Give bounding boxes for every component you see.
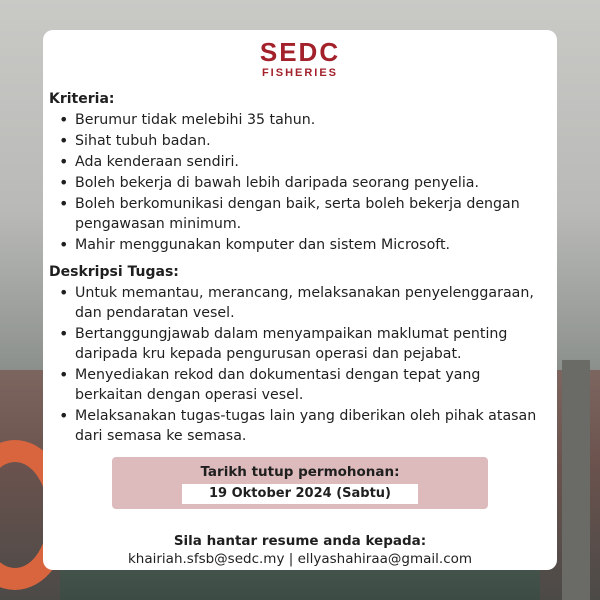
deskripsi-item: • Melaksanakan tugas-tugas lain yang diberikan oleh pihak atasan dari semasa ke semasa. xyxy=(49,406,539,446)
logo-main-text: SEDC xyxy=(259,37,341,67)
kriteria-item: • Mahir menggunakan komputer dan sistem Microsoft. xyxy=(49,235,539,255)
kriteria-title: Kriteria: xyxy=(49,91,115,107)
kriteria-item: • Boleh berkomunikasi dengan baik, serta boleh bekerja dengan pengawasan minimum. xyxy=(49,194,539,234)
closing-title: Tarikh tutup permohonan: xyxy=(200,464,400,480)
deskripsi-item: • Untuk memantau, merancang, melaksanakan penyelenggaraan, dan pendaratan vesel. xyxy=(49,283,539,323)
kriteria-item: • Boleh bekerja di bawah lebih daripada seorang penyelia. xyxy=(49,173,539,193)
contact-title: Sila hantar resume anda kepada: xyxy=(173,533,427,549)
kriteria-list xyxy=(49,110,539,255)
job-card xyxy=(43,30,557,570)
logo-sub-text: FISHERIES xyxy=(261,67,339,79)
contact-emails: khairiah.sfsb@sedc.my | ellyashahiraa@gmail.com xyxy=(127,551,473,567)
deskripsi-item: • Menyediakan rekod dan dokumentasi dengan tepat yang berkaitan dengan operasi vesel. xyxy=(49,365,539,405)
background-mast xyxy=(562,360,590,600)
deskripsi-title: Deskripsi Tugas: xyxy=(49,264,179,280)
kriteria-item: • Ada kenderaan sendiri. xyxy=(49,152,539,172)
kriteria-item: • Berumur tidak melebihi 35 tahun. xyxy=(49,110,539,130)
closing-date-box xyxy=(112,457,488,509)
deskripsi-list xyxy=(49,283,539,446)
closing-date: 19 Oktober 2024 (Sabtu) xyxy=(182,484,418,504)
deskripsi-item: • Bertanggungjawab dalam menyampaikan maklumat penting daripada kru kepada pengurusan operasi dan pejabat. xyxy=(49,324,539,364)
contact-section xyxy=(43,532,557,568)
kriteria-item: • Sihat tubuh badan. xyxy=(49,131,539,151)
sedc-logo xyxy=(61,38,539,80)
